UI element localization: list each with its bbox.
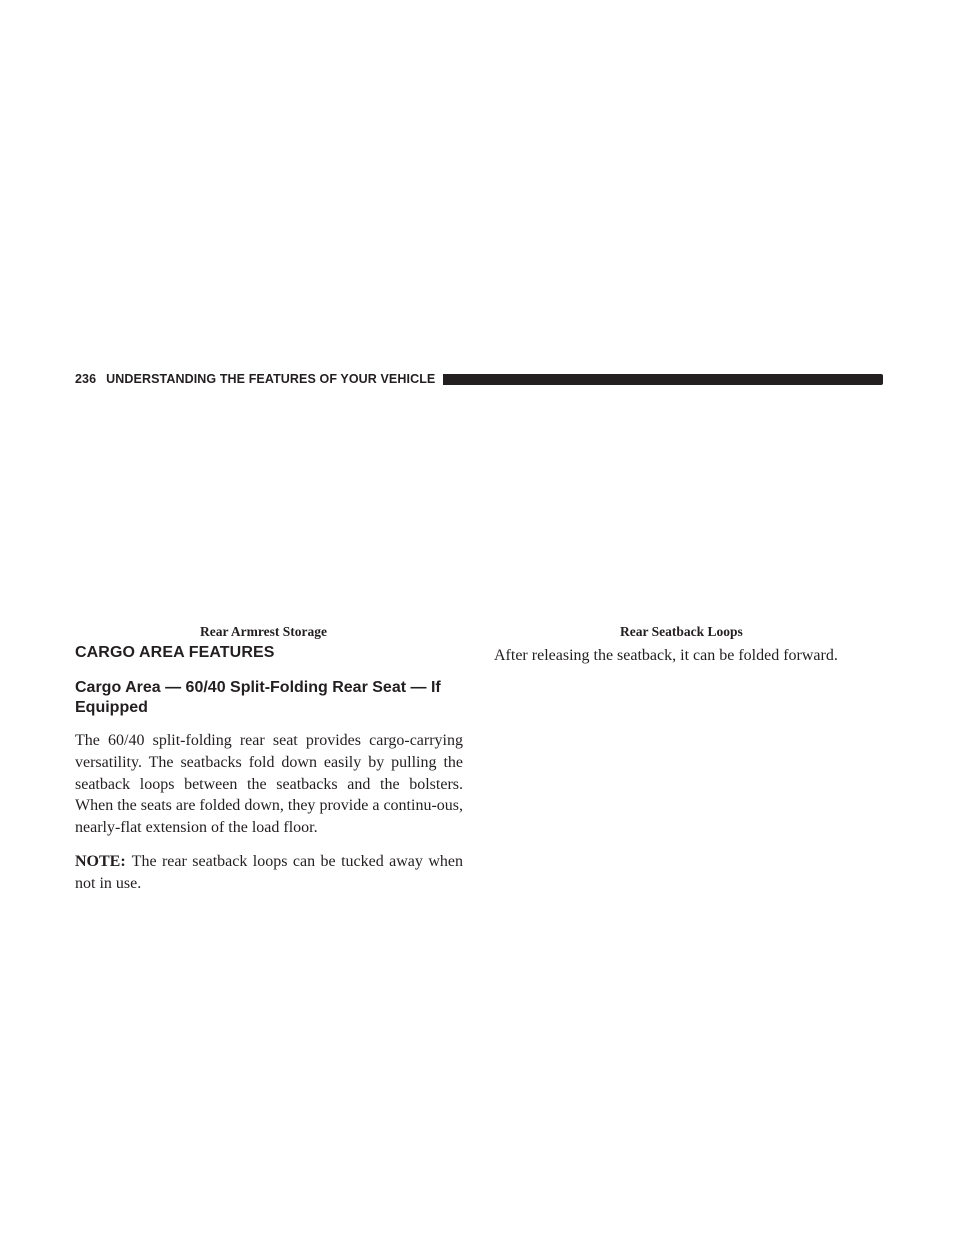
subheading: Cargo Area — 60/40 Split-Folding Rear Seat — If Equipped	[75, 679, 441, 716]
note-paragraph	[75, 851, 463, 895]
body-paragraph: The 60/40 split-folding rear seat provides cargo-carrying versatility. The seatbacks fold down easily by pulling the seatback loops between the seatbacks and the bolsters. When the seats are folded down, they provide a continu-ous, nearly-flat extension of the load floor.	[75, 732, 463, 837]
right-column	[494, 640, 882, 679]
note-label: NOTE:	[75, 852, 126, 870]
note-text: The rear seatback loops can be tucked away when not in use.	[75, 852, 463, 892]
header-rule	[443, 374, 883, 385]
section-heading: CARGO AREA FEATURES	[75, 644, 275, 661]
page-header	[75, 369, 883, 389]
running-title: UNDERSTANDING THE FEATURES OF YOUR VEHICLE	[106, 372, 436, 386]
left-column	[75, 640, 463, 907]
figure-caption-seatback-loops: Rear Seatback Loops	[620, 624, 743, 639]
page-number: 236	[75, 372, 97, 386]
figure-caption-armrest: Rear Armrest Storage	[200, 624, 327, 639]
body-paragraph-right: After releasing the seatback, it can be folded forward.	[494, 647, 838, 664]
